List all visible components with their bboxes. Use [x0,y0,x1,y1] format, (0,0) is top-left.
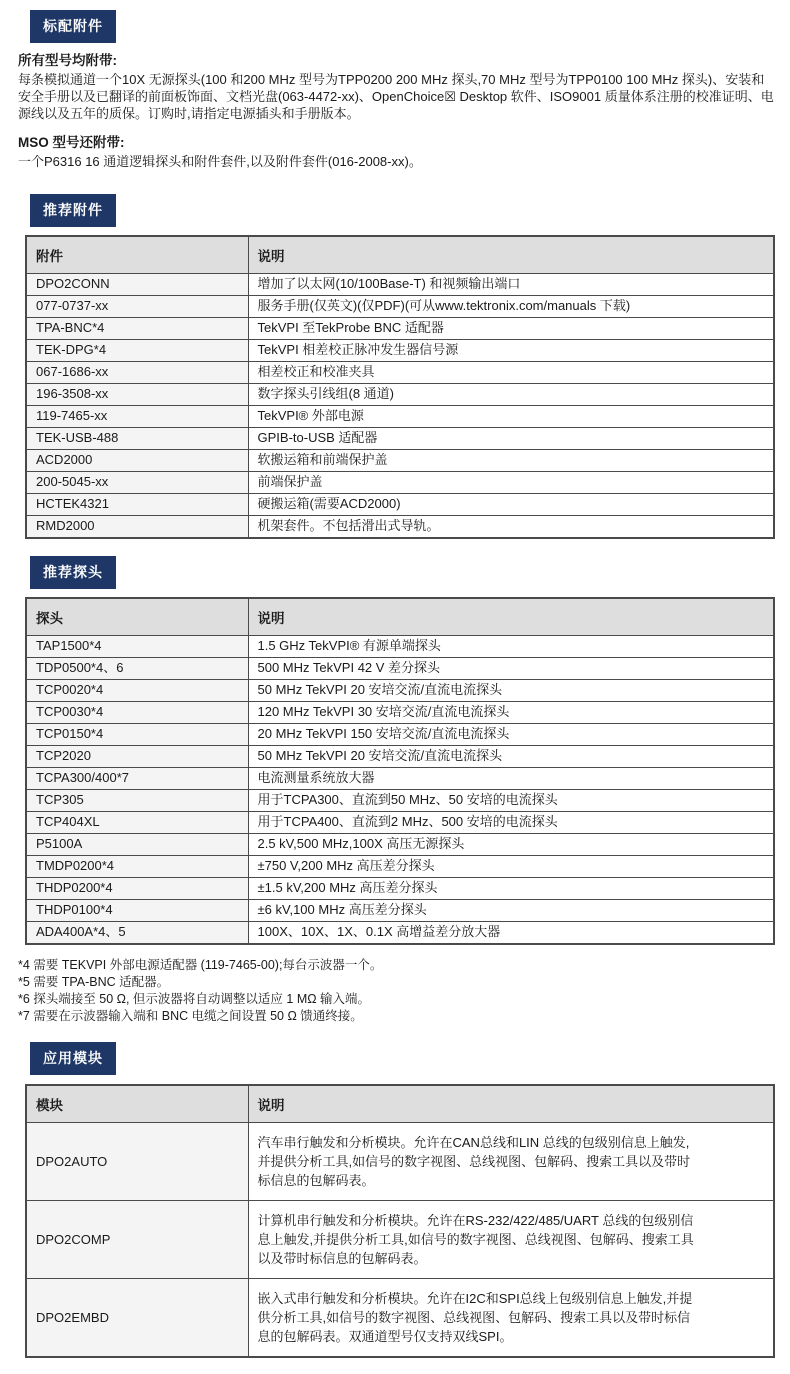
description-cell: 120 MHz TekVPI 30 安培交流/直流电流探头 [248,702,774,724]
description-cell: 用于TCPA300、直流到50 MHz、50 安培的电流探头 [248,790,774,812]
standard-accessories-intro [18,52,776,170]
description-cell: 用于TCPA400、直流到2 MHz、500 安培的电流探头 [248,812,774,834]
table-row [26,362,774,384]
table-row [26,856,774,878]
item-cell: THDP0200*4 [26,878,248,900]
description-cell: 相差校正和校准夹具 [248,362,774,384]
table-row [26,516,774,539]
description-cell: TekVPI 相差校正脉冲发生器信号源 [248,340,774,362]
description-cell: 50 MHz TekVPI 20 安培交流/直流电流探头 [248,680,774,702]
table-row [26,274,774,296]
description-cell: ±750 V,200 MHz 高压差分探头 [248,856,774,878]
column-header: 模块 [26,1085,248,1123]
item-cell: 196-3508-xx [26,384,248,406]
table-row [26,340,774,362]
item-cell: TCP404XL [26,812,248,834]
item-cell: 119-7465-xx [26,406,248,428]
table-row [26,702,774,724]
column-header: 说明 [248,598,774,636]
item-cell: DPO2AUTO [26,1123,248,1201]
item-cell: DPO2CONN [26,274,248,296]
description-cell: 电流测量系统放大器 [248,768,774,790]
item-cell: TEK-USB-488 [26,428,248,450]
table-row [26,1279,774,1358]
description-cell: ±6 kV,100 MHz 高压差分探头 [248,900,774,922]
item-cell: RMD2000 [26,516,248,539]
probe-footnotes [18,957,775,1025]
table-header-row [26,1085,774,1123]
description-cell: 机架套件。不包括滑出式导轨。 [248,516,774,539]
recommended-accessories-table [25,235,775,539]
table-row [26,296,774,318]
item-cell: TCP0150*4 [26,724,248,746]
description-cell: 软搬运箱和前端保护盖 [248,450,774,472]
table-row [26,812,774,834]
description-cell: TekVPI 至TekProbe BNC 适配器 [248,318,774,340]
description-cell: 100X、10X、1X、0.1X 高增益差分放大器 [248,922,774,945]
mso-models-text: 一个P6316 16 通道逻辑探头和附件套件,以及附件套件(016-2008-xx)。 [18,154,422,169]
item-cell: TEK-DPG*4 [26,340,248,362]
column-header: 说明 [248,236,774,274]
footnote-line: *6 探头端接至 50 Ω, 但示波器将自动调整以适应 1 MΩ 输入端。 [18,992,371,1006]
section-badge-application-modules: 应用模块 [30,1042,116,1075]
table-row [26,724,774,746]
recommended-probes-table [25,597,775,945]
footnote-line: *5 需要 TPA-BNC 适配器。 [18,975,170,989]
table-row [26,636,774,658]
description-cell: 50 MHz TekVPI 20 安培交流/直流电流探头 [248,746,774,768]
item-cell: ACD2000 [26,450,248,472]
footnote-line: *4 需要 TEKVPI 外部电源适配器 (119-7465-00);每台示波器一个。 [18,958,383,972]
application-modules-table [25,1084,775,1358]
description-cell: 硬搬运箱(需要ACD2000) [248,494,774,516]
description-cell: 500 MHz TekVPI 42 V 差分探头 [248,658,774,680]
description-cell: TekVPI® 外部电源 [248,406,774,428]
item-cell: TMDP0200*4 [26,856,248,878]
table-row [26,384,774,406]
item-cell: 077-0737-xx [26,296,248,318]
table-row [26,494,774,516]
item-cell: P5100A [26,834,248,856]
all-models-text: 每条模拟通道一个10X 无源探头(100 和200 MHz 型号为TPP0200 200 MHz 探头,70 MHz 型号为TPP0100 100 MHz 探头)、安装和安全手册以及已翻译的前面板饰面、文档光盘(063-4472-xx)、OpenChoice☒ Desktop 软件、ISO9001 质量体系注册的校准证明、电源线以及五年的质保。订购时,请指定电源插头和手册版本。 [18,72,774,121]
table-row [26,406,774,428]
table-row [26,1123,774,1201]
description-cell: ±1.5 kV,200 MHz 高压差分探头 [248,878,774,900]
item-cell: TCPA300/400*7 [26,768,248,790]
section-badge-recommended-probes: 推荐探头 [30,556,116,589]
mso-models-title: MSO 型号还附带: [18,135,125,150]
description-cell: 前端保护盖 [248,472,774,494]
table-row [26,1201,774,1279]
description-cell: 2.5 kV,500 MHz,100X 高压无源探头 [248,834,774,856]
item-cell: DPO2COMP [26,1201,248,1279]
description-cell: 汽车串行触发和分析模块。允许在CAN总线和LIN 总线的包级别信息上触发,并提供分析工具,如信号的数字视图、总线视图、包解码、搜索工具以及带时标信息的包解码表。 [248,1123,774,1201]
table-row [26,680,774,702]
table-row [26,318,774,340]
item-cell: ADA400A*4、5 [26,922,248,945]
description-cell: 数字探头引线组(8 通道) [248,384,774,406]
item-cell: TCP0020*4 [26,680,248,702]
section-badge-recommended-accessories: 推荐附件 [30,194,116,227]
item-cell: 067-1686-xx [26,362,248,384]
mso-models-block [18,134,776,170]
footnote-line: *7 需要在示波器输入端和 BNC 电缆之间设置 50 Ω 馈通终接。 [18,1009,363,1023]
column-header: 探头 [26,598,248,636]
table-row [26,900,774,922]
table-row [26,922,774,945]
item-cell: TCP0030*4 [26,702,248,724]
table-row [26,790,774,812]
table-header-row [26,598,774,636]
table-row [26,658,774,680]
column-header: 说明 [248,1085,774,1123]
table-header-row [26,236,774,274]
table-row [26,450,774,472]
item-cell: TCP305 [26,790,248,812]
item-cell: 200-5045-xx [26,472,248,494]
item-cell: THDP0100*4 [26,900,248,922]
description-cell: GPIB-to-USB 适配器 [248,428,774,450]
table-row [26,746,774,768]
description-cell: 1.5 GHz TekVPI® 有源单端探头 [248,636,774,658]
table-row [26,472,774,494]
item-cell: DPO2EMBD [26,1279,248,1358]
description-cell: 嵌入式串行触发和分析模块。允许在I2C和SPI总线上包级别信息上触发,并提供分析工具,如信号的数字视图、总线视图、包解码、搜索工具以及带时标信息的包解码表。双通道型号仅支持双线SPI。 [248,1279,774,1358]
description-cell: 20 MHz TekVPI 150 安培交流/直流电流探头 [248,724,774,746]
description-cell: 计算机串行触发和分析模块。允许在RS-232/422/485/UART 总线的包级别信息上触发,并提供分析工具,如信号的数字视图、总线视图、包解码、搜索工具以及带时标信息的包解码表。 [248,1201,774,1279]
section-badge-standard-accessories: 标配附件 [30,10,116,43]
column-header: 附件 [26,236,248,274]
table-row [26,768,774,790]
description-cell: 服务手册(仅英文)(仅PDF)(可从www.tektronix.com/manuals 下载) [248,296,774,318]
all-models-title: 所有型号均附带: [18,53,117,68]
item-cell: HCTEK4321 [26,494,248,516]
item-cell: TCP2020 [26,746,248,768]
description-cell: 增加了以太网(10/100Base-T) 和视频输出端口 [248,274,774,296]
table-row [26,834,774,856]
table-row [26,878,774,900]
item-cell: TPA-BNC*4 [26,318,248,340]
all-models-block [18,52,776,122]
table-row [26,428,774,450]
item-cell: TAP1500*4 [26,636,248,658]
item-cell: TDP0500*4、6 [26,658,248,680]
